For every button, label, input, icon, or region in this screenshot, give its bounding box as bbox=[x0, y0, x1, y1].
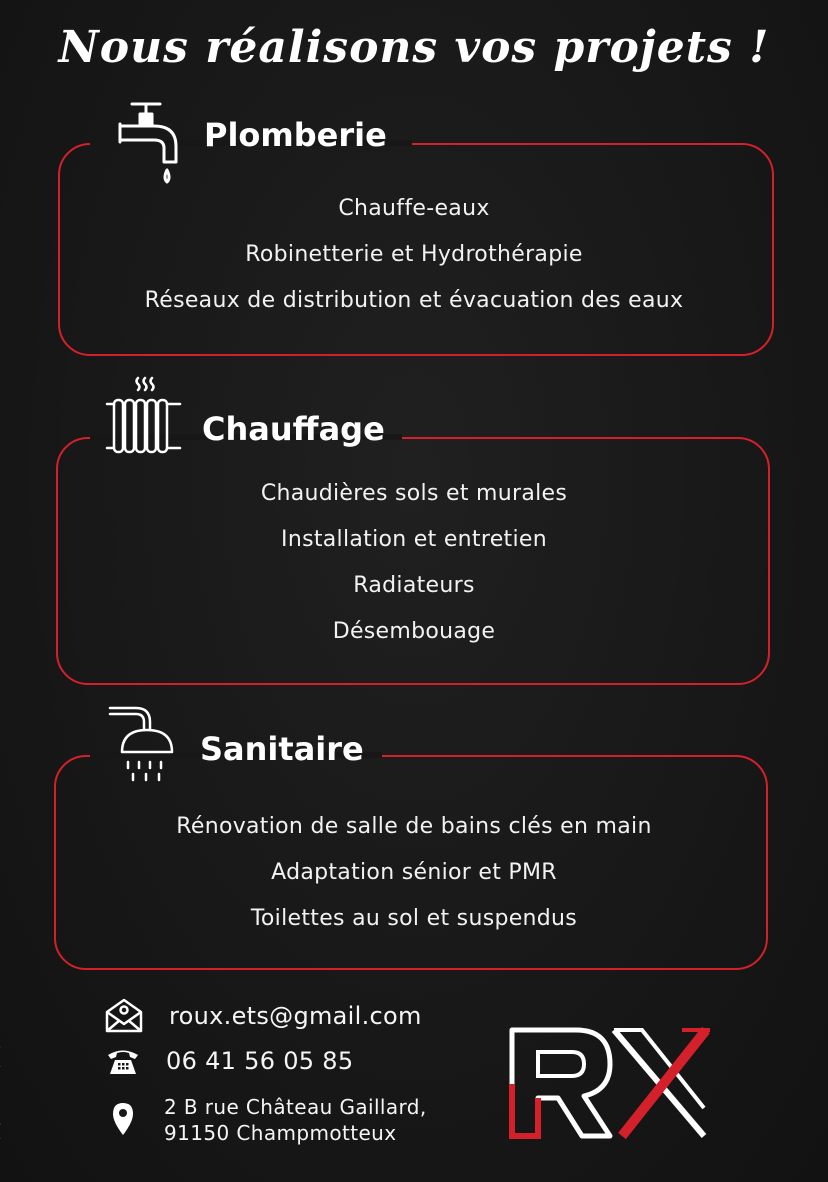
phone-text: 06 41 56 05 85 bbox=[166, 1047, 354, 1075]
list-item: Robinetterie et Hydrothérapie bbox=[245, 242, 583, 267]
list-item: Adaptation sénior et PMR bbox=[271, 860, 557, 885]
list-item: Chauffe-eaux bbox=[338, 196, 490, 221]
list-item: Radiateurs bbox=[353, 573, 475, 598]
contact-email[interactable] bbox=[104, 998, 422, 1034]
faucet-icon bbox=[114, 98, 184, 186]
mail-icon bbox=[104, 998, 144, 1034]
contact-address[interactable] bbox=[112, 1094, 427, 1146]
section-items bbox=[0, 196, 828, 334]
email-text: roux.ets@gmail.com bbox=[169, 1002, 422, 1030]
section-title: Plomberie bbox=[204, 116, 387, 154]
side-note bbox=[0, 1037, 1, 1151]
radiator-icon bbox=[102, 374, 186, 460]
shower-icon bbox=[106, 700, 186, 786]
address-line-2: 91150 Champmotteux bbox=[164, 1121, 397, 1145]
section-title: Chauffage bbox=[202, 410, 385, 448]
list-item: Rénovation de salle de bains clés en main bbox=[176, 814, 652, 839]
phone-icon bbox=[106, 1046, 140, 1076]
headline: Nous réalisons vos projets ! bbox=[58, 22, 770, 73]
list-item: Toilettes au sol et suspendus bbox=[250, 906, 578, 931]
section-items bbox=[0, 814, 828, 952]
contact-phone[interactable] bbox=[106, 1046, 353, 1076]
list-item: Réseaux de distribution et évacuation des eaux bbox=[144, 288, 684, 313]
list-item: Désembouage bbox=[332, 619, 496, 644]
list-item: Installation et entretien bbox=[281, 527, 547, 552]
location-pin-icon bbox=[112, 1102, 134, 1136]
list-item: Chaudières sols et murales bbox=[260, 481, 568, 506]
address-line-1: 2 B rue Château Gaillard, bbox=[164, 1095, 427, 1119]
section-items bbox=[0, 481, 828, 665]
section-title: Sanitaire bbox=[200, 730, 364, 768]
rx-logo bbox=[506, 1024, 712, 1144]
